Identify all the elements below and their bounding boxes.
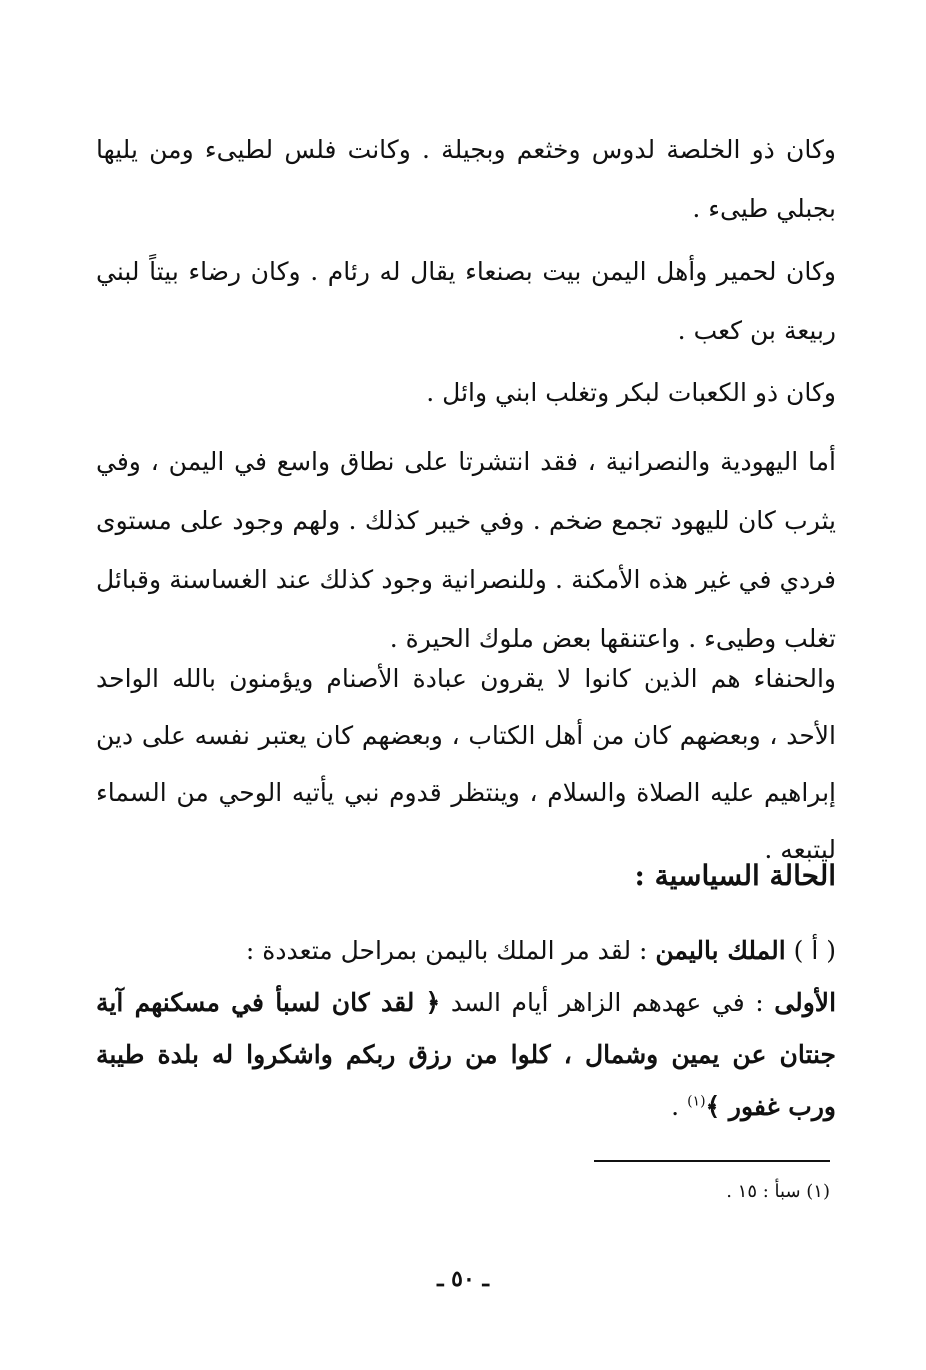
first-stage-end: . [671, 1092, 680, 1121]
section-intro: : لقد مر الملك باليمن بمراحل متعددة : [245, 936, 648, 965]
first-stage-text: : في عهدهم الزاهر أيام السد [450, 988, 764, 1017]
footnote-divider [594, 1160, 830, 1162]
paragraph-idols-2: وكان لحمير وأهل اليمن بيت بصنعاء يقال له رئام . وكان رضاء بيتاً لبني ربيعة بن كعب . [96, 257, 836, 345]
section-label-prefix: ( أ ) [793, 936, 836, 965]
paragraph-religions: أما اليهودية والنصرانية ، فقد انتشرتا على نطاق واسع في اليمن ، وفي يثرب كان لليهود تجمع ضخم . وفي خيبر كذلك . ولهم وجود على مستوى فردي في غير هذه الأمكنة . وللنصرانية وجود كذلك عند الغساسنة وقبائل تغلب وطيىء . واعتنقها بعض ملوك الحيرة . [96, 447, 836, 653]
footnote [726, 1178, 830, 1206]
section-kingship [96, 925, 836, 1133]
paragraph-idols-1: وكان ذو الخلصة لدوس وخثعم وبجيلة . وكانت فلس لطيىء ومن يليها بجبلي طيىء . [96, 135, 836, 223]
quran-quote: ﴿ لقد كان لسبأ في مسكنهم آية جنتان عن يمين وشمال ، كلوا من رزق ربكم واشكروا له بلدة طيبة ورب غفور ﴾ [96, 988, 836, 1121]
footnote-marker: (١) [806, 1181, 830, 1202]
footnote-reference[interactable]: (١) [687, 1093, 706, 1110]
section-label: الملك باليمن [655, 936, 786, 965]
first-stage [96, 977, 836, 1133]
section-heading: الحالة السياسية : [634, 859, 836, 892]
footnote-text: سبأ : ١٥ . [726, 1181, 801, 1202]
section-intro-line [96, 925, 836, 977]
page-number: ـ ٥٠ ـ [437, 1266, 489, 1292]
paragraph-idols-3: وكان ذو الكعبات لبكر وتغلب ابني وائل . [426, 378, 836, 407]
paragraph-hanifs: والحنفاء هم الذين كانوا لا يقرون عبادة الأصنام ويؤمنون بالله الواحد الأحد ، وبعضهم كان من أهل الكتاب ، وبعضهم كان يعتبر نفسه على دين إبراهيم عليه الصلاة والسلام ، وينتظر قدوم نبي يأتيه الوحي من السماء ليتبعه . [96, 664, 836, 864]
first-stage-label: الأولى [774, 988, 837, 1017]
